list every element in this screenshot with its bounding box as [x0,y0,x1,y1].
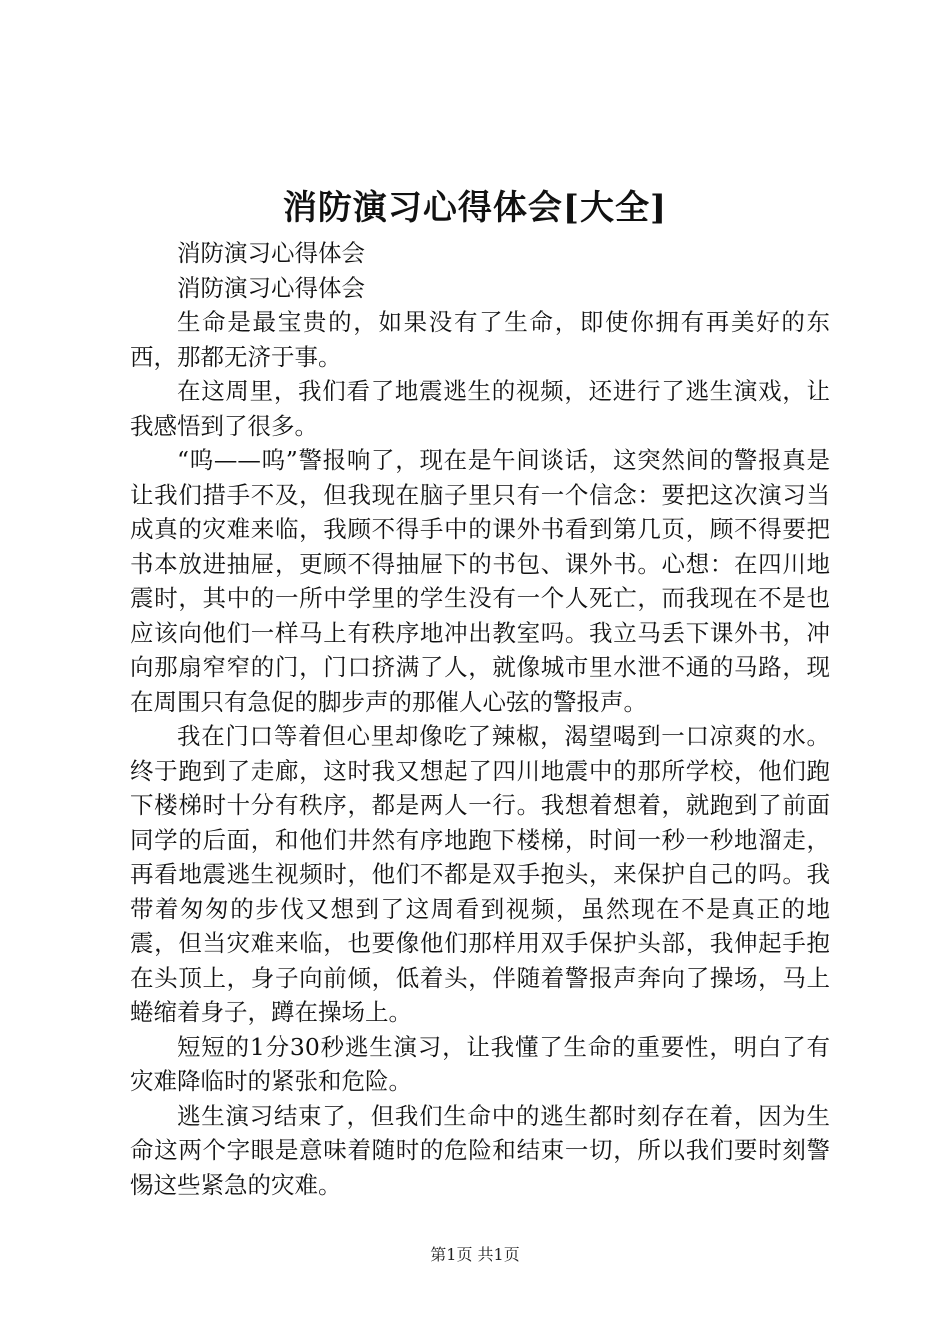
document-title: 消防演习心得体会[大全] [282,188,668,228]
paragraph: 生命是最宝贵的，如果没有了生命，即使你拥有再美好的东西，那都无济于事。 [130,308,830,371]
page-number: 第1页 共1页 [430,1245,520,1264]
paragraph: “呜——呜”警报响了，现在是午间谈话，这突然间的警报真是让我们措手不及，但我现在脑子里只有一个信念：要把这次演习当成真的灾难来临，我顾不得手中的课外书看到第几页，顾不得要把书本放进抽屉，更顾不得抽屉下的书包、课外书。心想：在四川地震时，其中的一所中学里的学生没有一个人死亡，而我现在不是也应该向他们一样马上有秩序地冲出教室吗。我立马丢下课外书，冲向那扇窄窄的门，门口挤满了人，就像城市里水泄不通的马路，现在周围只有急促的脚步声的那催人心弦的警报声。 [130,446,830,716]
paragraph-subtitle-1: 消防演习心得体会 [177,239,365,267]
paragraph: 短短的1分30秒逃生演习，让我懂了生命的重要性，明白了有灾难降临时的紧张和危险。 [130,1032,830,1095]
paragraph: 我在门口等着但心里却像吃了辣椒，渴望喝到一口凉爽的水。终于跑到了走廊，这时我又想起了四川地震中的那所学校，他们跑下楼梯时十分有秩序，都是两人一行。我想着想着，就跑到了前面同学的后面，和他们井然有序地跑下楼梯，时间一秒一秒地溜走，再看地震逃生视频时，他们不都是双手抱头，来保护自己的吗。我带着匆匆的步伐又想到了这周看到视频，虽然现在不是真正的地震，但当灾难来临，也要像他们那样用双手保护头部，我伸起手抱在头顶上，身子向前倾，低着头，伴随着警报声奔向了操场，马上蜷缩着身子，蹲在操场上。 [130,722,830,1026]
paragraph-subtitle-2: 消防演习心得体会 [177,273,365,302]
paragraph: 在这周里，我们看了地震逃生的视频，还进行了逃生演戏，让我感悟到了很多。 [130,377,830,440]
document-body [130,236,830,1202]
paragraph: 逃生演习结束了，但我们生命中的逃生都时刻存在着，因为生命这两个字眼是意味着随时的危险和结束一切，所以我们要时刻警惕这些紧急的灾难。 [130,1101,830,1199]
